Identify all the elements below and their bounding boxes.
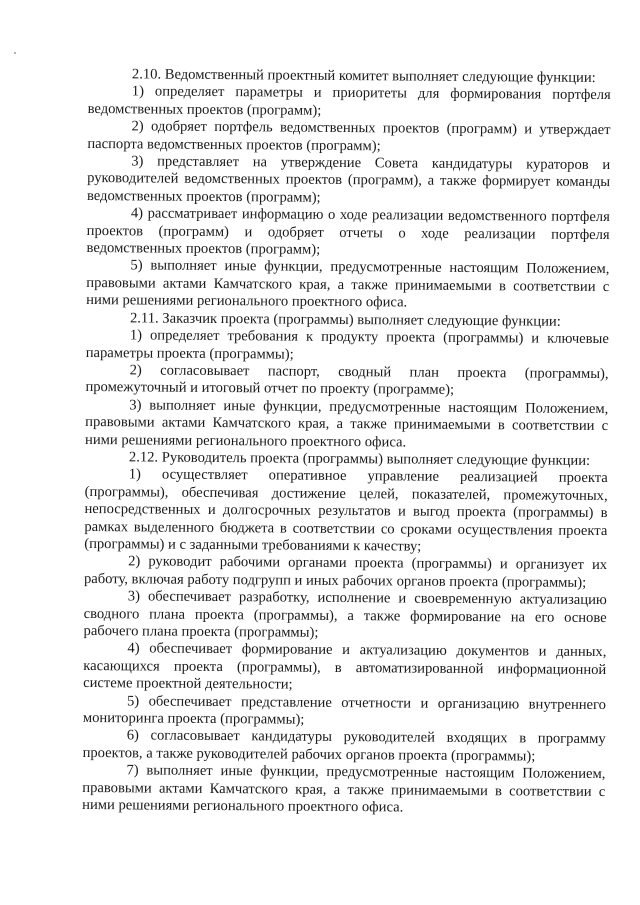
list-item: 1) осуществляет оперативное управление реализацией проекта (программы), обеспечивая достижение целей, показателей, промежуточных, непосредственных и долгосрочных результатов и выгод проекта (программы) в рамках выделенного бюджета в соответствии со сроками осуществления проекта (программы) и с заданными требованиями к качеству;: [84, 466, 608, 555]
list-item: 3) обеспечивает разработку, исполнение и своевременную актуализацию сводного плана проекта (программы), а также формирование на его основе рабочего плана проекта (программы);: [83, 588, 607, 641]
section-2-11-heading: 2.11. Заказчик проекта (программы) выполняет следующие функции:: [129, 310, 561, 330]
list-item: 1) определяет требования к продукту проекта (программы) и ключевые параметры проекта (программы);: [85, 327, 609, 363]
list-item: 3) представляет на утверждение Совета кандидатуры кураторов и руководителей ведомственных проектов (программ), а также формирует команды ведомственных проектов (программ);: [86, 153, 611, 206]
list-item: 4) обеспечивает формирование и актуализацию документов и данных, касающихся проекта (программы), в автоматизированной информационной системе проектной деятельности;: [83, 640, 607, 693]
section-2-12-heading: 2.12. Руководитель проекта (программы) выполняет следующие функции:: [128, 449, 591, 469]
list-item: 3) выполняет иные функции, предусмотренные настоящим Положением, правовыми актами Камчатского края, а также принимаемыми в соответствии с ними решениями регионального проектного офиса.: [85, 397, 609, 451]
list-item: 2) согласовывает паспорт, сводный план проекта (программы), промежуточный и итоговый отчет по проекту (программе);: [85, 362, 609, 399]
scan-speck: [14, 52, 16, 54]
list-item: 7) выполняет иные функции, предусмотренные настоящим Положением, правовыми актами Камчатского края, а также принимаемыми в соответствии с ними решениями регионального проектного офиса.: [82, 762, 606, 816]
document-body: [82, 66, 611, 819]
list-item: 4) рассматривает информацию о ходе реализации ведомственного портфеля проектов (программ) и одобряет отчеты о ходе реализации портфеля ведомственных проектов (программ);: [86, 205, 610, 258]
list-item: 1) определяет параметры и приоритеты для формирования портфеля ведомственных проектов (программ);: [87, 83, 611, 119]
section-2-10-heading: 2.10. Ведомственный проектный комитет выполняет следующие функции:: [131, 66, 596, 86]
list-item: 6) согласовывает кандидатуры руководителей входящих в программу проектов, а также руководителей рабочих органов проекта (программы);: [82, 727, 606, 765]
list-item: 5) обеспечивает представление отчетности и организацию внутреннего мониторинга проекта (программы);: [82, 692, 607, 728]
list-item: 2) одобряет портфель ведомственных проектов (программ) и утверждает паспорта ведомственных проектов (программ);: [87, 118, 611, 154]
list-item: 2) руководит рабочими органами проекта (программы) и организует их работу, включая работу подгрупп и иных рабочих органов проекта (программы);: [83, 553, 608, 591]
list-item: 5) выполняет иные функции, предусмотренные настоящим Положением, правовыми актами Камчатского края, а также принимаемыми в соответствии с ними решениями регионального проектного офиса.: [86, 257, 610, 311]
